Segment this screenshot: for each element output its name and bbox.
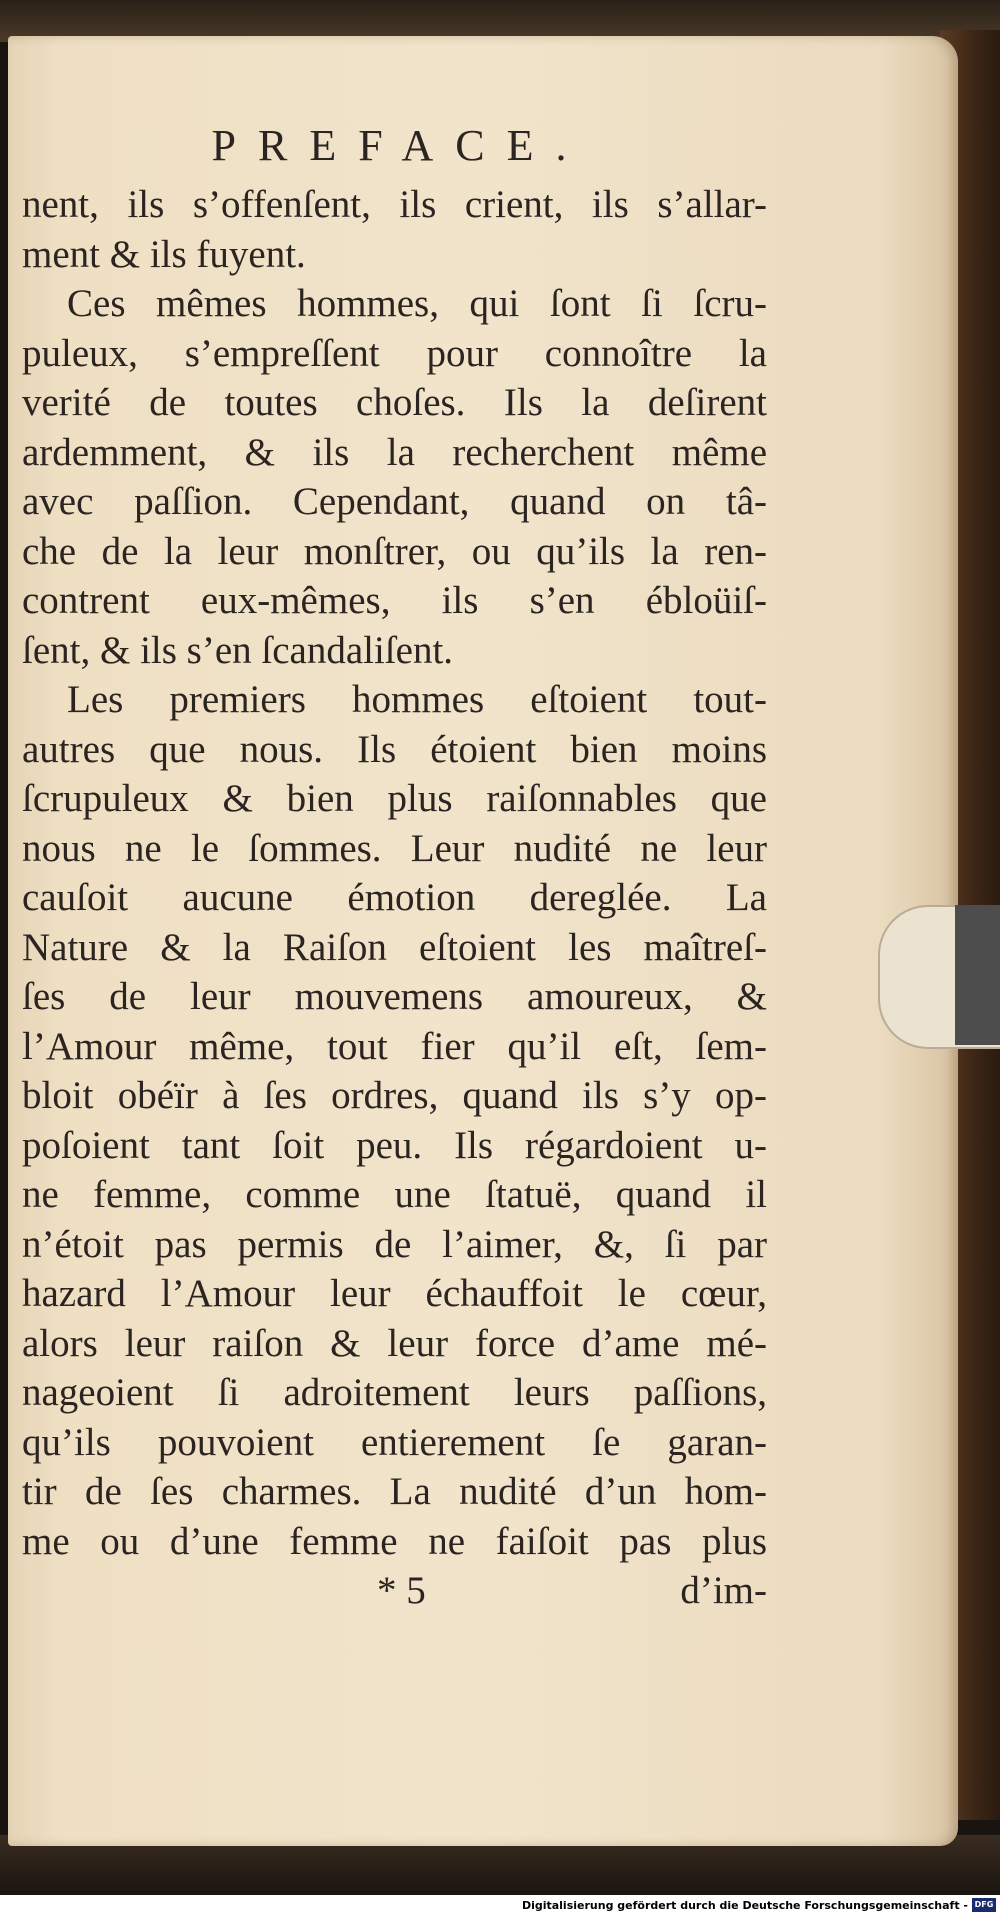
page-tab-clip	[955, 905, 1000, 1045]
text-line: qu’ils pouvoient entierement ſe garan-	[22, 1420, 767, 1464]
text-line: nous ne le ſommes. Leur nudité ne leur	[22, 826, 767, 870]
text-line: poſoient tant ſoit peu. Ils régardoient u-	[22, 1123, 767, 1167]
text-line: hazard l’Amour leur échauffoit le cœur,	[22, 1272, 767, 1315]
digitization-credit: Digitalisierung gefördert durch die Deutsche Forschungsgemeinschaft -	[521, 1899, 968, 1912]
text-line: bloit obéïr à ſes ordres, quand ils s’y op-	[22, 1074, 767, 1117]
text-line: autres que nous. Ils étoient bien moins	[22, 727, 767, 771]
text-line: n’étoit pas permis de l’aimer, &, ſi par	[22, 1222, 767, 1266]
text-line: Les premiers hommes eſtoient tout-	[67, 678, 767, 721]
text-line: avec paſſion. Cependant, quand on tâ-	[22, 480, 767, 523]
text-line: contrent eux-mêmes, ils s’en ébloüiſ-	[22, 579, 767, 622]
text-line: me ou d’une femme ne faiſoit pas plus	[22, 1519, 767, 1563]
text-line: ſent, & ils s’en ſcandaliſent.	[22, 628, 454, 672]
text-line: cauſoit aucune émotion dereglée. La	[22, 876, 767, 919]
text-line: puleux, s’empreſſent pour connoître la	[22, 331, 767, 375]
text-line: verité de toutes choſes. Ils la deſirent	[22, 381, 767, 424]
text-line: Nature & la Raiſon eſtoient les maîtreſ-	[22, 925, 767, 969]
text-line: ment & ils fuyent.	[22, 232, 306, 276]
running-head: PREFACE.	[211, 121, 589, 170]
signature-mark: * 5	[377, 1569, 426, 1612]
text-line: che de la leur monſtrer, ou qu’ils la ren-	[22, 529, 767, 573]
page-footer	[22, 1568, 767, 1618]
text-line: tir de ſes charmes. La nudité d’un hom-	[22, 1470, 767, 1513]
text-line: ne femme, comme une ſtatuë, quand il	[22, 1173, 767, 1216]
text-line: ſes de leur mouvemens amoureux, &	[22, 975, 767, 1018]
text-line: ardemment, & ils la recherchent même	[22, 430, 767, 474]
text-line: nent, ils s’offenſent, ils crient, ils s’allar-	[22, 183, 767, 226]
catchword: d’im-	[680, 1569, 767, 1612]
text-line: Ces mêmes hommes, qui ſont ſi ſcru-	[67, 282, 767, 325]
text-line: l’Amour même, tout fier qu’il eſt, ſem-	[22, 1024, 767, 1068]
body-text	[22, 180, 767, 1566]
text-line: nageoient ſi adroitement leurs paſſions,	[22, 1371, 767, 1414]
dfg-logo: DFG	[972, 1898, 996, 1912]
text-line: alors leur raiſon & leur force d’ame mé-	[22, 1321, 767, 1365]
text-line: ſcrupuleux & bien plus raiſonnables que	[22, 777, 767, 820]
